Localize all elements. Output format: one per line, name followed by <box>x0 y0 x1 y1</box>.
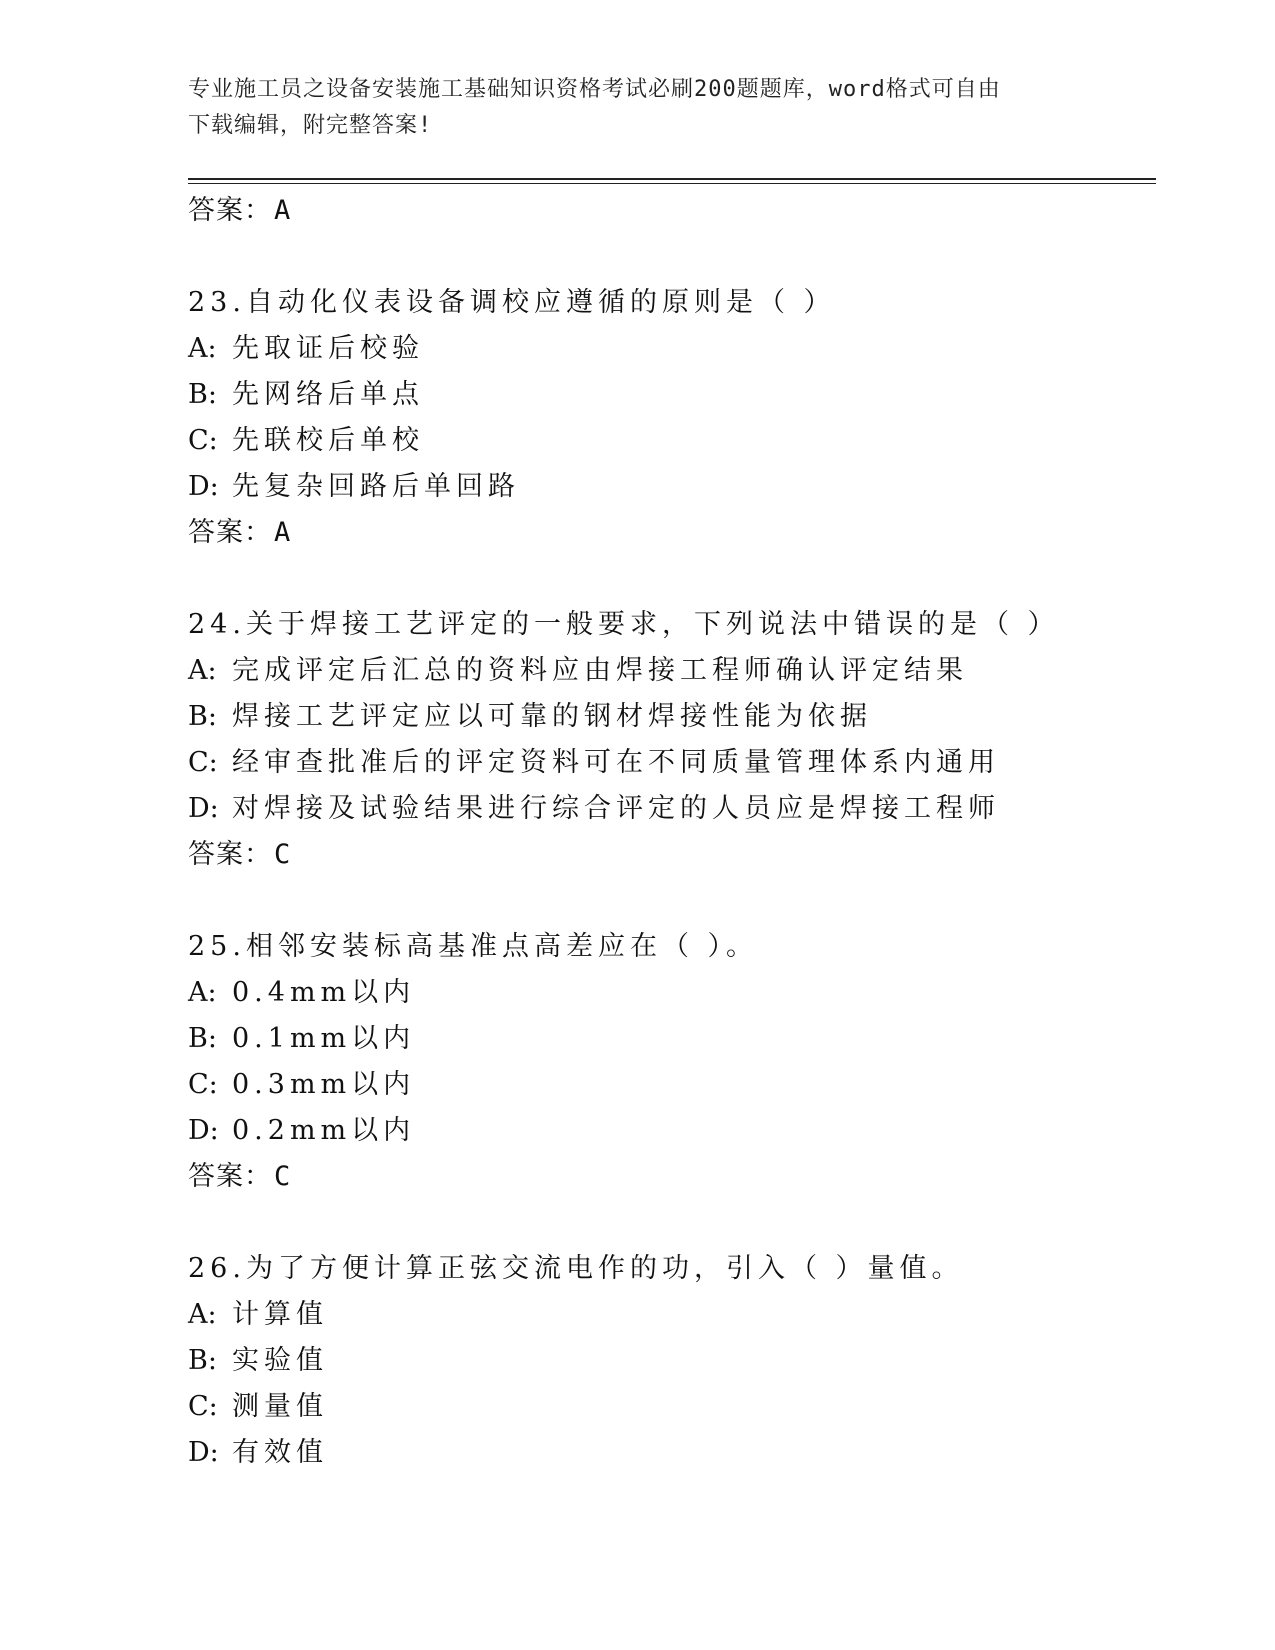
option-letter: D: <box>188 1115 219 1146</box>
option-text: 先取证后校验 <box>232 333 424 364</box>
option-b <box>188 1016 1156 1062</box>
answer-value: C <box>274 839 292 870</box>
spacer <box>188 556 1156 602</box>
option-text: 完成评定后汇总的资料应由焊接工程师确认评定结果 <box>232 655 968 686</box>
option-text: 实验值 <box>232 1345 328 1376</box>
question-stem: 26.为了方便计算正弦交流电作的功，引入（ ）量值。 <box>188 1253 964 1284</box>
option-text: 经审查批准后的评定资料可在不同质量管理体系内通用 <box>232 747 1000 778</box>
header-line-2: 下载编辑，附完整答案! <box>188 113 433 138</box>
option-c <box>188 418 1156 464</box>
option-text: 计算值 <box>232 1299 328 1330</box>
option-text: 0.4mm以内 <box>232 977 416 1008</box>
question-stem: 24.关于焊接工艺评定的一般要求，下列说法中错误的是（ ） <box>188 609 1060 640</box>
option-a <box>188 648 1156 694</box>
document-header <box>188 72 1068 144</box>
option-letter: C: <box>188 1069 218 1100</box>
option-letter: B: <box>188 1345 217 1376</box>
option-letter: B: <box>188 1023 217 1054</box>
option-d <box>188 464 1156 510</box>
option-letter: A: <box>188 977 217 1008</box>
option-text: 先联校后单校 <box>232 425 424 456</box>
option-letter: A: <box>188 1299 217 1330</box>
option-text: 有效值 <box>232 1437 328 1468</box>
answer-value: A <box>274 517 292 548</box>
option-a <box>188 970 1156 1016</box>
answer-value: A <box>274 195 292 226</box>
option-b <box>188 372 1156 418</box>
spacer <box>188 234 1156 280</box>
answer-label: 答案： <box>188 517 272 548</box>
answer-label: 答案： <box>188 1161 272 1192</box>
answer-label: 答案： <box>188 839 272 870</box>
option-d <box>188 1108 1156 1154</box>
header-rule-thick <box>188 178 1156 180</box>
option-letter: D: <box>188 793 219 824</box>
answer-value: C <box>274 1161 292 1192</box>
option-d <box>188 786 1156 832</box>
question-stem: 23.自动化仪表设备调校应遵循的原则是（ ） <box>188 287 836 318</box>
option-c <box>188 1062 1156 1108</box>
answer-line <box>188 510 1156 556</box>
option-letter: C: <box>188 425 218 456</box>
option-text: 0.2mm以内 <box>232 1115 416 1146</box>
option-letter: D: <box>188 1437 219 1468</box>
option-text: 测量值 <box>232 1391 328 1422</box>
option-letter: C: <box>188 1391 218 1422</box>
option-c <box>188 740 1156 786</box>
option-letter: C: <box>188 747 218 778</box>
option-letter: D: <box>188 471 219 502</box>
option-text: 焊接工艺评定应以可靠的钢材焊接性能为依据 <box>232 701 872 732</box>
option-c <box>188 1384 1156 1430</box>
question-stem: 25.相邻安装标高基准点高差应在（ ）。 <box>188 931 759 962</box>
option-letter: B: <box>188 701 217 732</box>
option-d <box>188 1430 1156 1476</box>
spacer <box>188 1200 1156 1246</box>
option-letter: A: <box>188 333 217 364</box>
answer-label: 答案： <box>188 195 272 226</box>
option-a <box>188 1292 1156 1338</box>
option-text: 对焊接及试验结果进行综合评定的人员应是焊接工程师 <box>232 793 1000 824</box>
answer-line <box>188 188 1156 234</box>
option-b <box>188 1338 1156 1384</box>
answer-line <box>188 832 1156 878</box>
answer-line <box>188 1154 1156 1200</box>
option-text: 0.3mm以内 <box>232 1069 416 1100</box>
header-rule-thin <box>188 183 1156 184</box>
option-a <box>188 326 1156 372</box>
option-text: 先网络后单点 <box>232 379 424 410</box>
option-letter: B: <box>188 379 217 410</box>
option-text: 先复杂回路后单回路 <box>232 471 520 502</box>
option-letter: A: <box>188 655 217 686</box>
option-b <box>188 694 1156 740</box>
option-text: 0.1mm以内 <box>232 1023 416 1054</box>
spacer <box>188 878 1156 924</box>
header-line-1: 专业施工员之设备安装施工基础知识资格考试必刷200题题库，word格式可自由 <box>188 77 1001 102</box>
question-list <box>188 188 1156 1476</box>
